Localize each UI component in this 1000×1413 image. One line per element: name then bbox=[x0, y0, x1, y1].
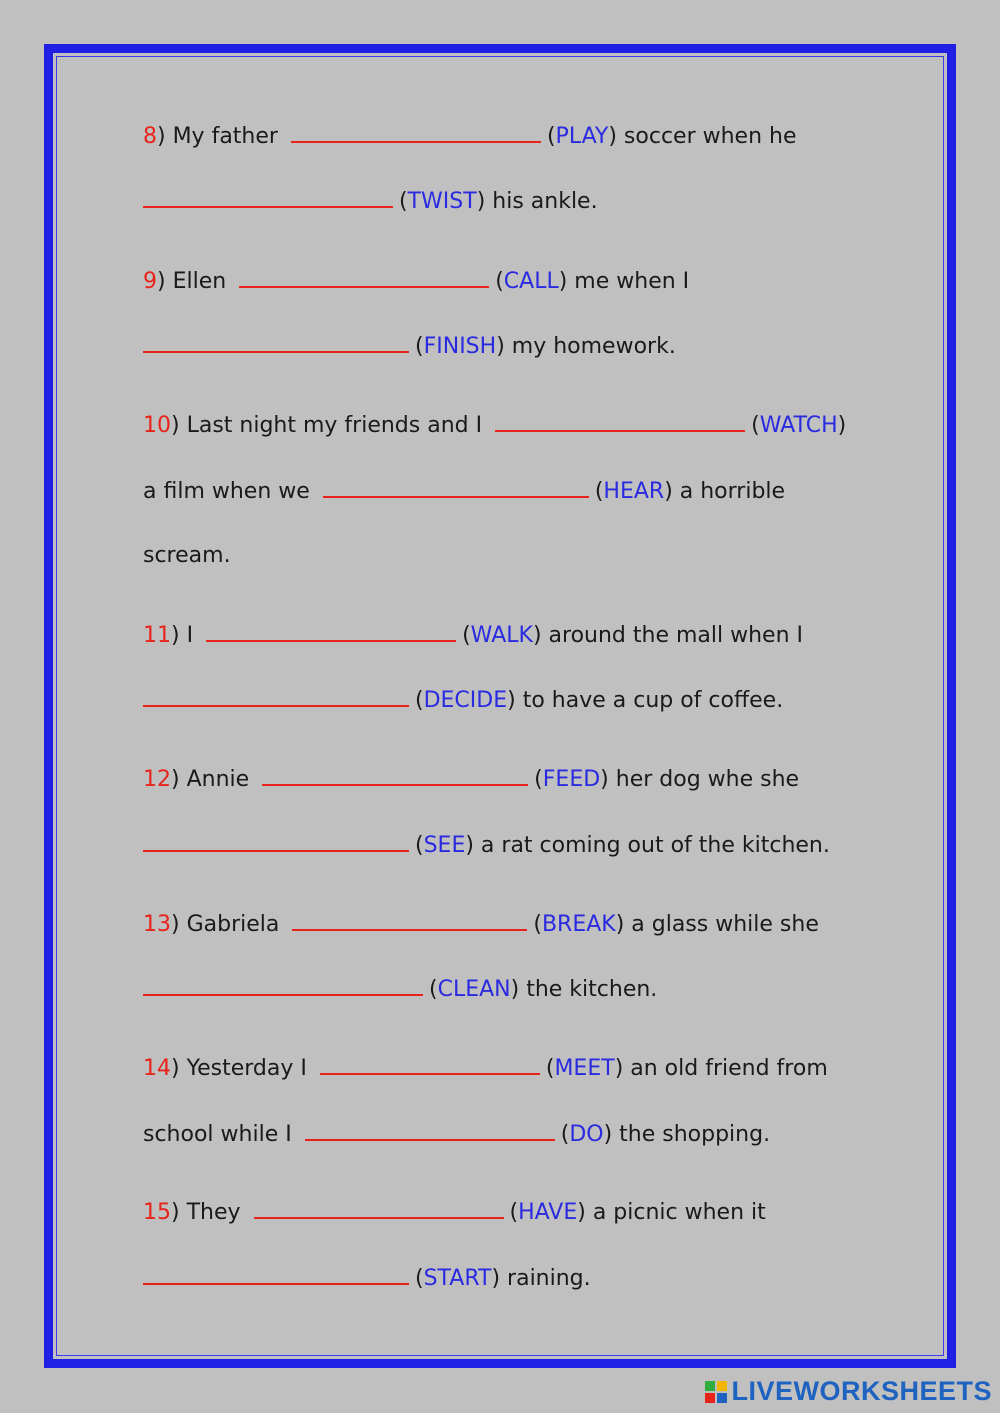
exercise-number: 14 bbox=[143, 1056, 171, 1081]
answer-blank[interactable] bbox=[143, 331, 409, 353]
open-paren: ( bbox=[399, 189, 408, 214]
sentence-text: ) a glass while she bbox=[615, 912, 819, 937]
sentence-text: a film when we bbox=[143, 479, 310, 504]
verb-hint: MEET bbox=[554, 1056, 615, 1081]
exercise-11-line-2 bbox=[143, 685, 783, 716]
sentence-text: ) I bbox=[171, 623, 194, 648]
answer-blank[interactable] bbox=[239, 266, 489, 288]
answer-blank[interactable] bbox=[262, 764, 528, 786]
verb-hint: BREAK bbox=[541, 912, 616, 937]
open-paren: ( bbox=[533, 912, 542, 937]
exercise-15-line-2 bbox=[143, 1263, 591, 1294]
exercise-9-line-2 bbox=[143, 331, 676, 362]
exercise-12-line-1 bbox=[143, 764, 799, 795]
open-paren: ( bbox=[534, 767, 543, 792]
sentence-text: ) Ellen bbox=[157, 269, 227, 294]
exercise-number: 13 bbox=[143, 912, 171, 937]
open-paren: ( bbox=[751, 413, 760, 438]
exercise-number: 15 bbox=[143, 1200, 171, 1225]
exercise-13-line-2 bbox=[143, 974, 657, 1005]
verb-hint: TWIST bbox=[407, 189, 477, 214]
liveworksheets-logo-icon bbox=[705, 1381, 727, 1403]
exercise-10-line-3 bbox=[143, 541, 231, 571]
verb-hint: SEE bbox=[423, 833, 466, 858]
exercise-8-line-1 bbox=[143, 121, 797, 152]
sentence-text: ) her dog whe she bbox=[600, 767, 800, 792]
sentence-text: ) Annie bbox=[171, 767, 250, 792]
sentence-text: school while I bbox=[143, 1122, 292, 1147]
sentence-text: ) to have a cup of coffee. bbox=[507, 688, 784, 713]
exercise-number: 11 bbox=[143, 623, 171, 648]
exercise-number: 10 bbox=[143, 413, 171, 438]
sentence-text: ) an old friend from bbox=[614, 1056, 828, 1081]
sentence-text: ) a rat coming out of the kitchen. bbox=[465, 833, 830, 858]
sentence-text: ) me when I bbox=[558, 269, 690, 294]
exercise-13-line-1 bbox=[143, 909, 819, 940]
answer-blank[interactable] bbox=[143, 974, 423, 996]
answer-blank[interactable] bbox=[292, 909, 527, 931]
open-paren: ( bbox=[546, 124, 556, 149]
verb-hint: CALL bbox=[503, 269, 559, 294]
exercise-number: 9 bbox=[143, 269, 157, 294]
answer-blank[interactable] bbox=[291, 121, 541, 143]
sentence-text: ) Yesterday I bbox=[171, 1056, 307, 1081]
open-paren: ( bbox=[495, 269, 504, 294]
sentence-text: ) his ankle. bbox=[476, 189, 598, 214]
exercise-14-line-2 bbox=[143, 1119, 770, 1150]
exercise-10-line-1 bbox=[143, 410, 846, 441]
sentence-text: ) a horrible bbox=[664, 479, 786, 504]
verb-hint: WATCH bbox=[759, 413, 838, 438]
sentence-text: ) my homework. bbox=[496, 334, 676, 359]
verb-hint: DECIDE bbox=[423, 688, 508, 713]
sentence-text: ) the kitchen. bbox=[510, 977, 658, 1002]
sentence-text: ) raining. bbox=[491, 1266, 591, 1291]
answer-blank[interactable] bbox=[143, 685, 409, 707]
exercise-11-line-1 bbox=[143, 620, 803, 651]
answer-blank[interactable] bbox=[305, 1119, 555, 1141]
watermark-text: LIVEWORKSHEETS bbox=[731, 1376, 992, 1406]
verb-hint: START bbox=[423, 1266, 492, 1291]
verb-hint: HAVE bbox=[518, 1200, 578, 1225]
answer-blank[interactable] bbox=[143, 1263, 409, 1285]
open-paren: ( bbox=[415, 688, 424, 713]
verb-hint: WALK bbox=[470, 623, 533, 648]
sentence-text: ) Gabriela bbox=[171, 912, 280, 937]
open-paren: ( bbox=[429, 977, 438, 1002]
verb-hint: DO bbox=[569, 1122, 604, 1147]
verb-hint: CLEAN bbox=[437, 977, 511, 1002]
answer-blank[interactable] bbox=[495, 410, 745, 432]
open-paren: ( bbox=[560, 1122, 570, 1147]
answer-blank[interactable] bbox=[320, 1053, 540, 1075]
open-paren: ( bbox=[545, 1056, 555, 1081]
sentence-text: ) a picnic when it bbox=[577, 1200, 766, 1225]
answer-blank[interactable] bbox=[143, 830, 409, 852]
sentence-text: ) around the mall when I bbox=[532, 623, 804, 648]
sentence-text: ) soccer when he bbox=[608, 124, 797, 149]
sentence-text: ) bbox=[837, 413, 847, 438]
verb-hint: PLAY bbox=[555, 124, 609, 149]
answer-blank[interactable] bbox=[143, 186, 393, 208]
verb-hint: HEAR bbox=[603, 479, 665, 504]
sentence-text: ) They bbox=[171, 1200, 241, 1225]
open-paren: ( bbox=[415, 833, 424, 858]
sentence-text: ) Last night my friends and I bbox=[171, 413, 483, 438]
exercise-number: 8 bbox=[143, 124, 157, 149]
exercise-14-line-1 bbox=[143, 1053, 828, 1084]
exercise-9-line-1 bbox=[143, 266, 689, 297]
open-paren: ( bbox=[594, 479, 604, 504]
sentence-text: scream. bbox=[143, 543, 231, 568]
liveworksheets-watermark[interactable] bbox=[705, 1376, 992, 1407]
open-paren: ( bbox=[415, 334, 424, 359]
exercise-12-line-2 bbox=[143, 830, 830, 861]
verb-hint: FEED bbox=[542, 767, 601, 792]
exercise-10-line-2 bbox=[143, 476, 785, 507]
verb-hint: FINISH bbox=[423, 334, 497, 359]
sentence-text: ) the shopping. bbox=[603, 1122, 771, 1147]
answer-blank[interactable] bbox=[206, 620, 456, 642]
open-paren: ( bbox=[415, 1266, 424, 1291]
answer-blank[interactable] bbox=[254, 1197, 504, 1219]
answer-blank[interactable] bbox=[323, 476, 589, 498]
open-paren: ( bbox=[509, 1200, 519, 1225]
exercise-number: 12 bbox=[143, 767, 171, 792]
exercise-15-line-1 bbox=[143, 1197, 766, 1228]
sentence-text: ) My father bbox=[157, 124, 278, 149]
open-paren: ( bbox=[462, 623, 471, 648]
exercise-8-line-2 bbox=[143, 186, 598, 217]
